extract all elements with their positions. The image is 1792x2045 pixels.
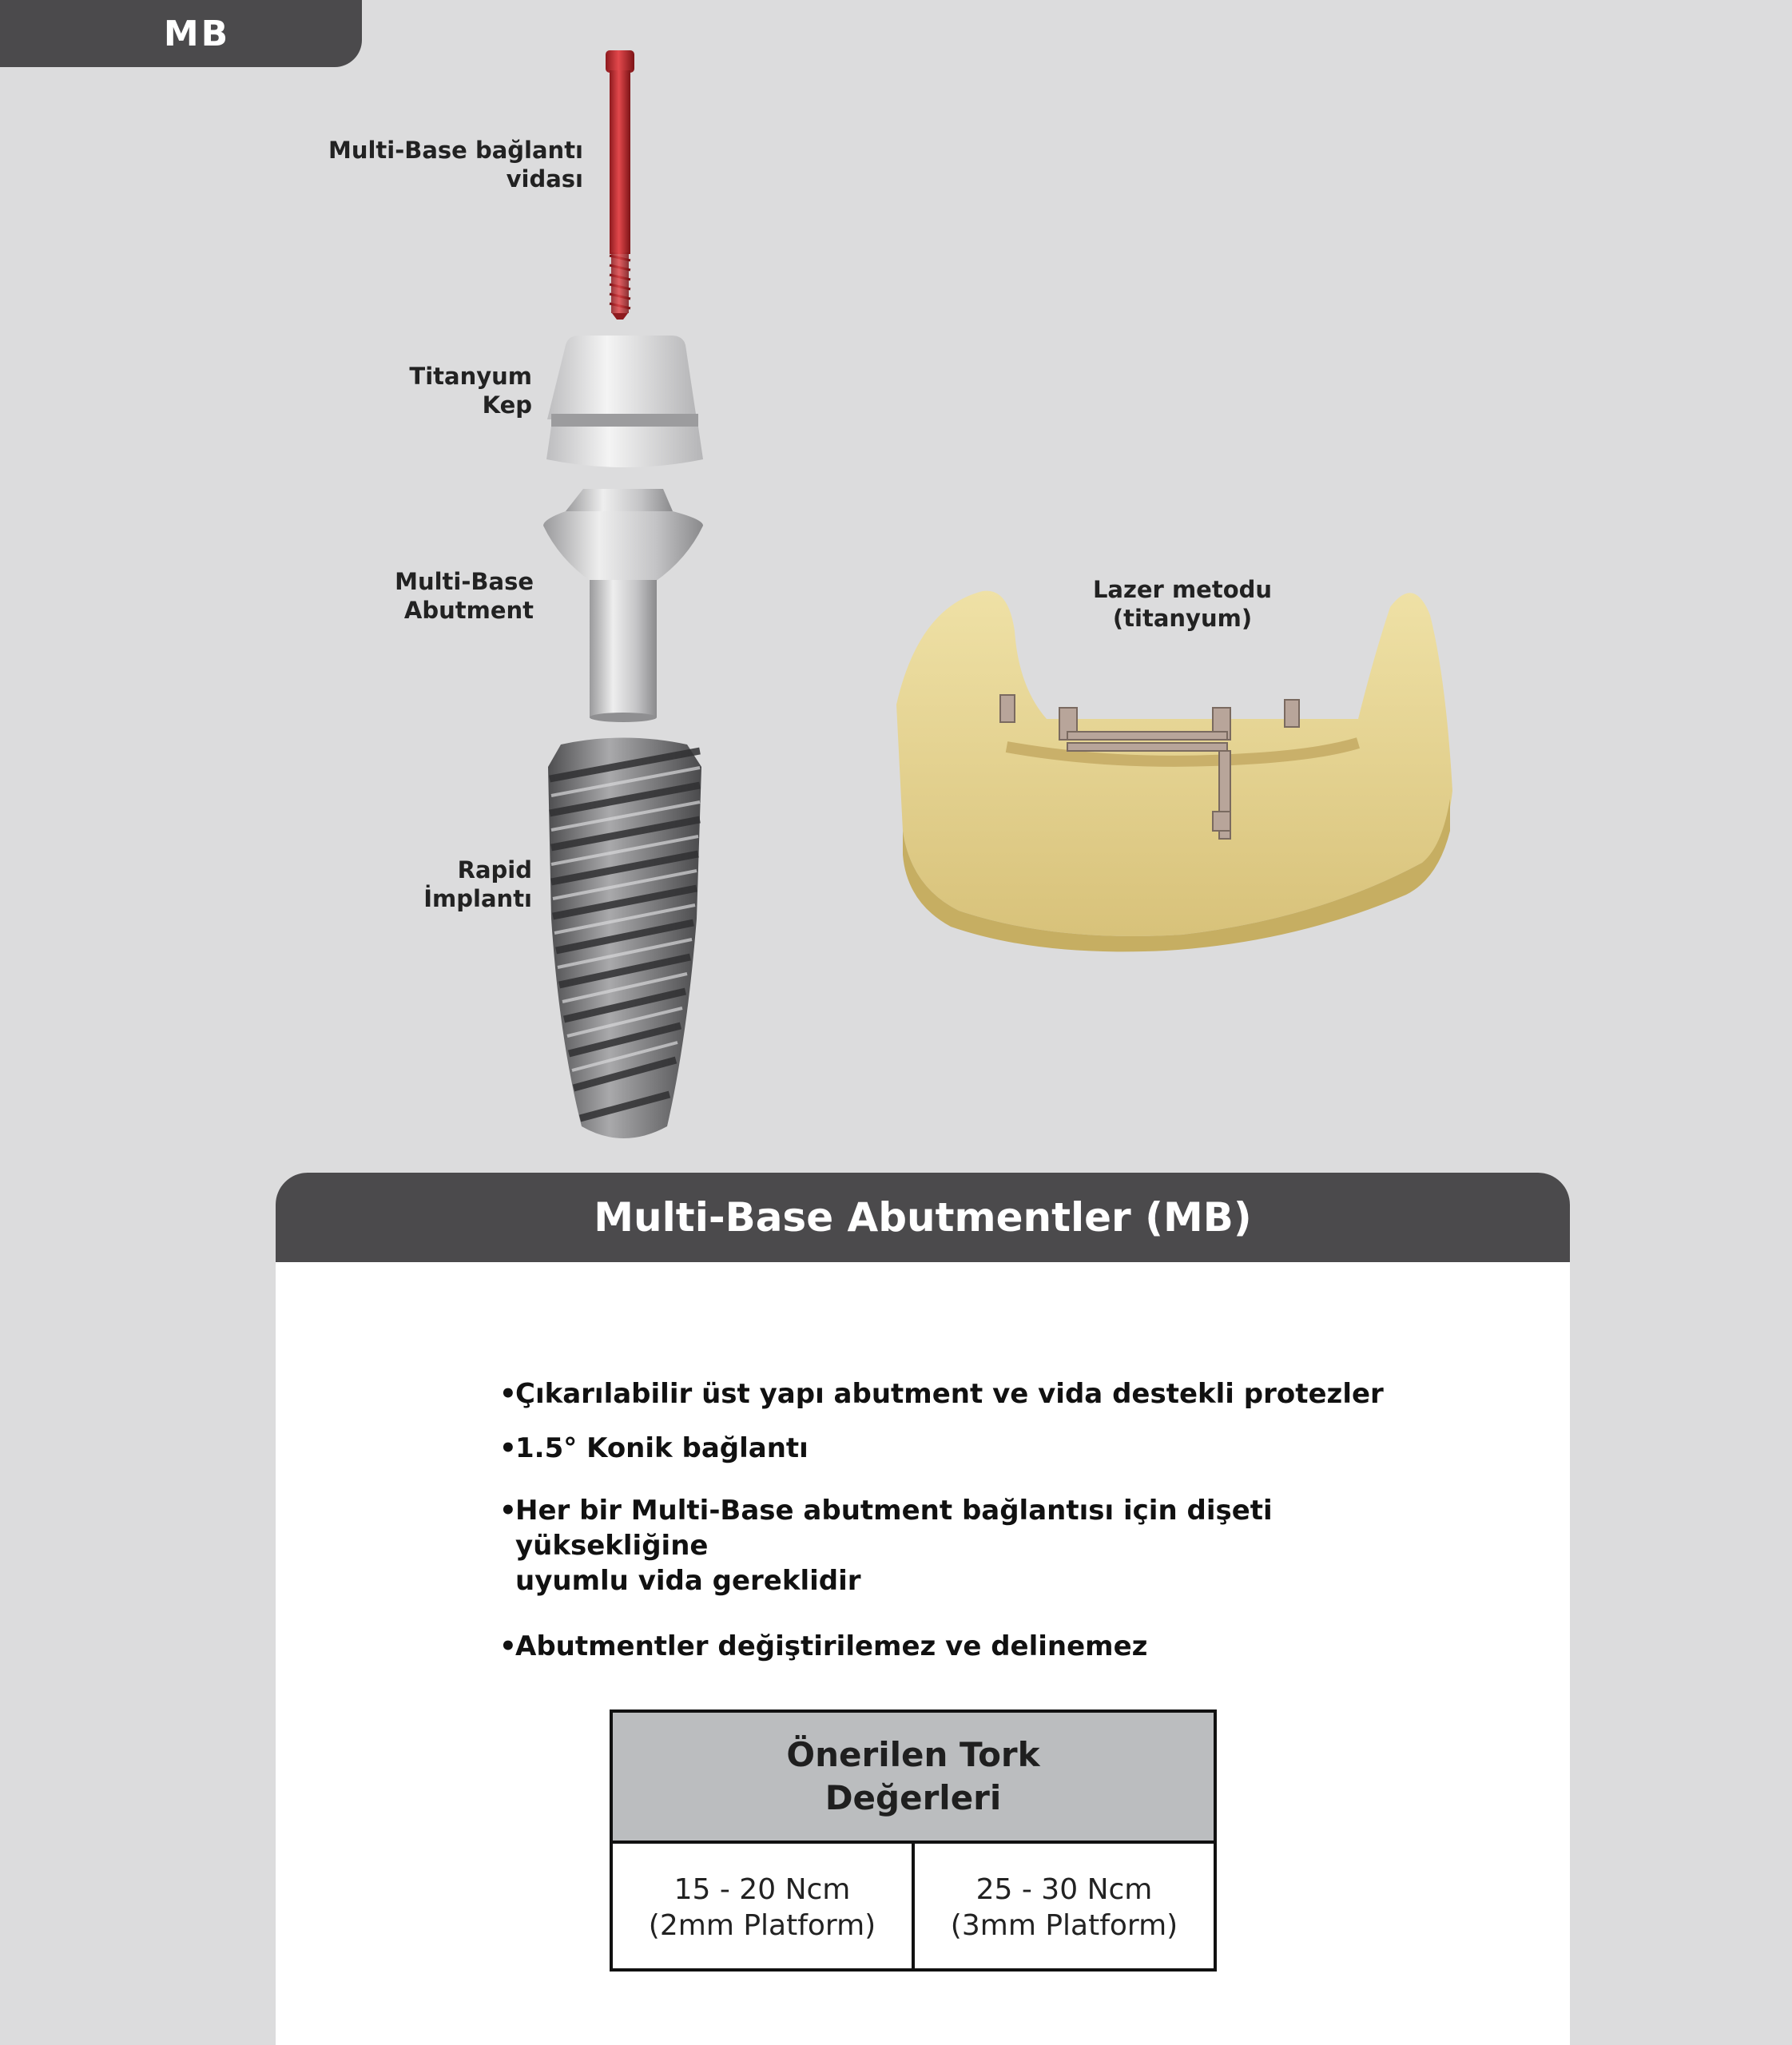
feature-list [499,1376,1458,1664]
torque-table [610,1709,1217,1972]
panel-title: Multi-Base Abutmentler (MB) [276,1173,1570,1262]
torque-cell-2mm: 15 - 20 Ncm (2mm Platform) [648,1873,876,1942]
abutment-label: Multi-Base Abutment [395,568,534,624]
list-item: • Çıkarılabilir üst yapı abutment ve vida destekli protezler [499,1378,1384,1410]
feature-panel [276,1173,1570,2045]
list-item: • Abutmentler değiştirilemez ve delinemez [499,1630,1148,1662]
implant-image [548,738,701,1139]
list-item: • Her bir Multi-Base abutment bağlantısı için dişeti yüksekliğine uyumlu vida gereklidir [499,1495,1273,1597]
torque-table-header: Önerilen Tork Değerleri [613,1713,1214,1844]
cap-label: Titanyum Kep [409,363,532,419]
table-row [613,1844,1214,1972]
section-tab: MB [0,0,362,67]
cap-image [546,336,703,467]
model-label: Lazer metodu (titanyum) [1092,576,1273,632]
torque-cell-3mm: 25 - 30 Ncm (3mm Platform) [912,1844,1214,1972]
dental-model-image [896,591,1452,952]
screw-label: Multi-Base bağlantı vidası [328,137,583,193]
screw-image [606,50,634,320]
list-item: • 1.5° Konik bağlantı [499,1432,809,1464]
abutment-image [543,489,703,722]
implant-label: Rapid İmplantı [423,856,532,912]
